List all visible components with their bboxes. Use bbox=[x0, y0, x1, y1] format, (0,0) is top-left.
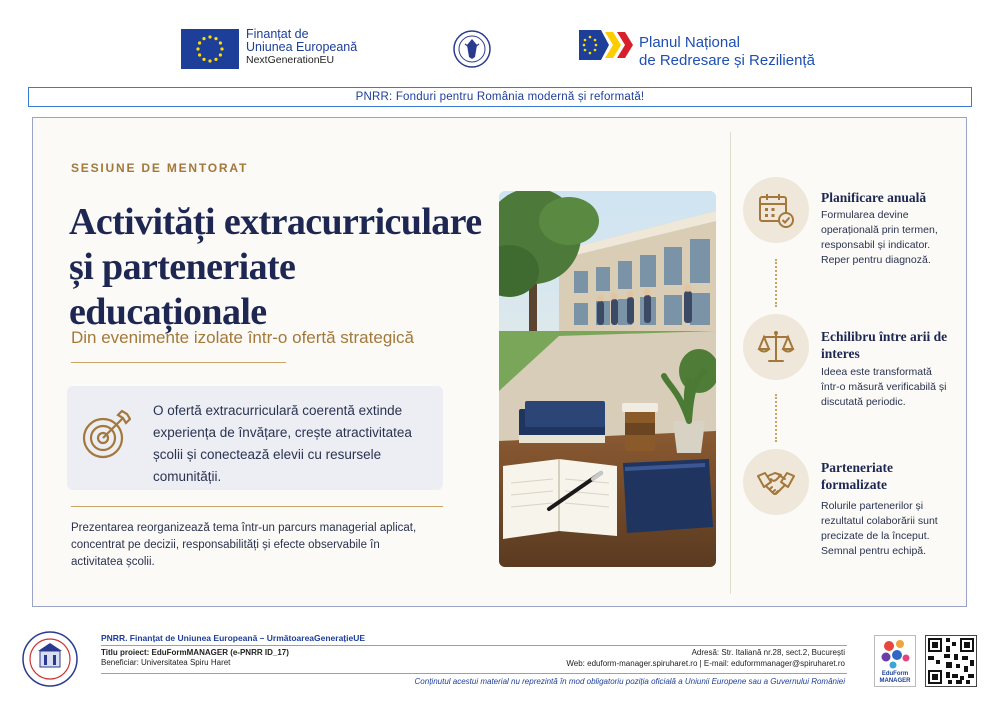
feature-title: Planificare anuală bbox=[821, 190, 927, 205]
mentoring-card bbox=[32, 117, 967, 607]
slogan-banner: PNRR: Fonduri pentru România modernă și reformată! bbox=[28, 87, 972, 107]
feature-title: Parteneriate formalizate bbox=[821, 460, 893, 492]
eduform-manager-logo bbox=[874, 635, 916, 687]
divider bbox=[71, 506, 443, 507]
vertical-divider bbox=[730, 132, 731, 594]
eduform-logo-label bbox=[875, 671, 915, 684]
target-arrow-icon bbox=[81, 406, 131, 464]
calendar-check-icon bbox=[756, 190, 796, 230]
eyebrow-label: SESIUNE DE MENTORAT bbox=[71, 161, 249, 175]
feature-text: Ideea este transformată într-o măsură verificabilă și discutată periodic. bbox=[821, 366, 947, 408]
handshake-icon bbox=[756, 462, 796, 502]
feature-formal-partnerships bbox=[743, 449, 958, 569]
university-seal-icon bbox=[22, 631, 78, 687]
footer-divider bbox=[101, 673, 847, 674]
description-text: Prezentarea reorganizează tema într-un parcurs managerial aplicat, concentrat pe decizii, responsabilități și efecte observabile în activitatea școlii. bbox=[71, 522, 417, 568]
callout-box bbox=[67, 386, 443, 490]
pnrr-line-1: Planul Național bbox=[639, 34, 740, 51]
eu-line-2: Uniunea Europeană bbox=[246, 40, 358, 54]
pnrr-line-2: de Redresare și Reziliență bbox=[639, 52, 815, 69]
eduform-label-line-1: EduForm bbox=[881, 671, 909, 677]
feature-annual-planning bbox=[743, 177, 958, 267]
project-label: Titlu proiect: bbox=[101, 648, 150, 657]
eu-line-1: Finanțat de bbox=[246, 27, 309, 41]
connector-dots bbox=[775, 394, 777, 442]
header-logos bbox=[0, 22, 1000, 78]
beneficiary-value: Universitatea Spiru Haret bbox=[141, 658, 231, 667]
footer-project-info bbox=[101, 648, 289, 668]
feature-icon-circle bbox=[743, 177, 809, 243]
eu-line-3: NextGenerationEU bbox=[246, 54, 335, 66]
eduform-logo-icon bbox=[875, 636, 915, 672]
project-value: EduFormMANAGER (e-PNRR ID_17) bbox=[151, 648, 289, 657]
callout-text: O ofertă extracurriculară coerentă extinde experiența de învățare, crește atractivitatea școlii și conectează elevii cu resursele comunității. bbox=[153, 403, 412, 484]
school-courtyard-photo bbox=[499, 191, 716, 567]
feature-text: Rolurile partenerilor și rezultatul colaborării sunt precizate de la început. Semnal pentru echipă. bbox=[821, 500, 938, 557]
scales-icon bbox=[756, 327, 796, 367]
eduform-label-line-2: MANAGER bbox=[879, 677, 911, 684]
connector-dots bbox=[775, 259, 777, 307]
feature-title: Echilibru între arii de interes bbox=[821, 329, 948, 361]
pnrr-logo-icon bbox=[577, 28, 637, 62]
footer-funding-line: PNRR. Finanțat de Uniunea Europeană – UrmătoareaGenerațieUE bbox=[101, 633, 366, 643]
pnrr-label bbox=[639, 34, 815, 70]
beneficiary-label: Beneficiar: bbox=[101, 658, 139, 667]
footer-disclaimer: Conținutul acestui material nu reprezintă în mod obligatoriu poziția oficială a Uniunii Europene sau a Guvernului României bbox=[414, 677, 845, 686]
page-subtitle: Din evenimente izolate într-o ofertă strategică bbox=[71, 328, 415, 347]
feature-text: Formularea devine operațională prin termen, responsabil și indicator. Reper pentru diagnoză. bbox=[821, 209, 938, 266]
eu-funding-label bbox=[246, 28, 357, 67]
footer-divider bbox=[101, 645, 847, 646]
divider bbox=[71, 362, 286, 363]
feature-icon-circle bbox=[743, 449, 809, 515]
footer-web-email[interactable]: Web: eduform-manager.spiruharet.ro | E-mail: eduformmanager@spiruharet.ro bbox=[566, 658, 845, 668]
page-title: Activități extracurriculare și parteneriate educaționale bbox=[69, 201, 482, 333]
romania-government-seal-icon bbox=[453, 30, 491, 68]
footer-address: Adresă: Str. Italiană nr.28, sect.2, București bbox=[691, 648, 845, 657]
qr-code-icon[interactable] bbox=[925, 635, 977, 687]
feature-icon-circle bbox=[743, 314, 809, 380]
footer-contact bbox=[566, 648, 845, 669]
eu-flag-icon bbox=[181, 29, 239, 69]
